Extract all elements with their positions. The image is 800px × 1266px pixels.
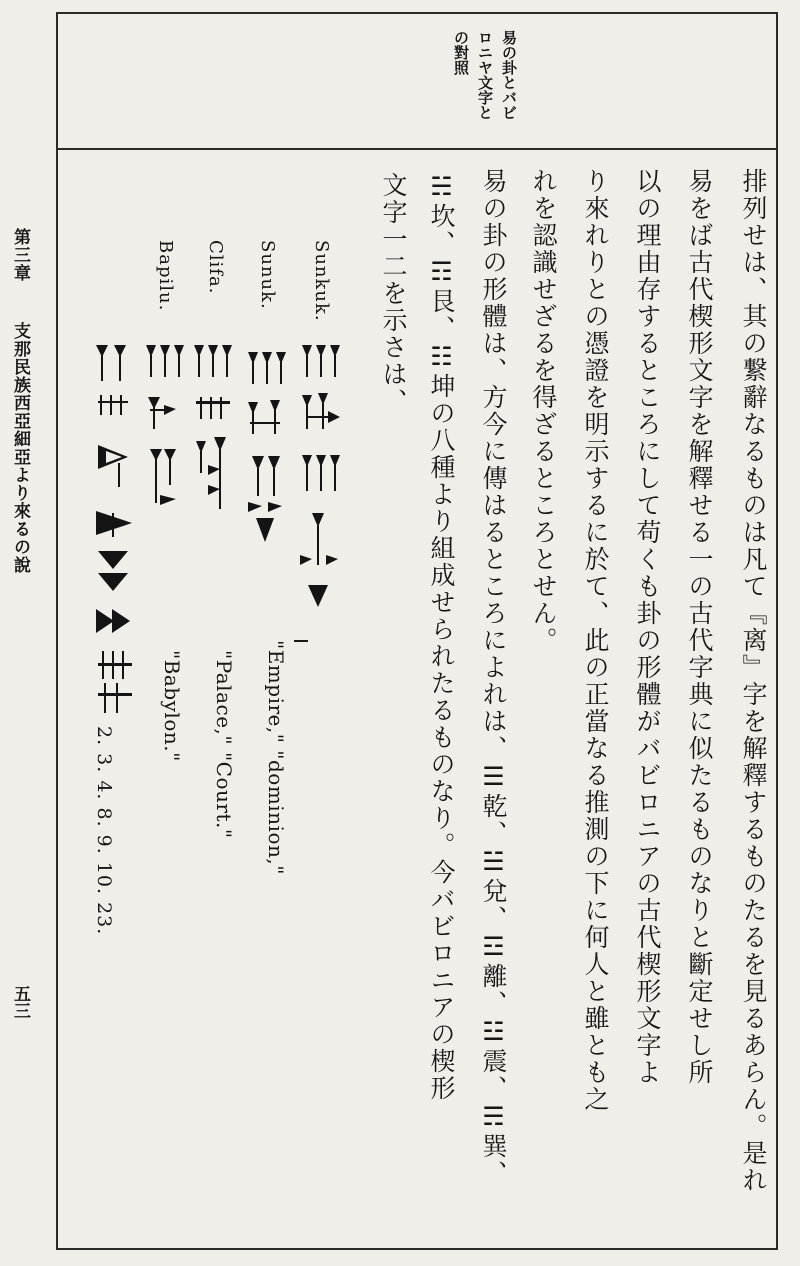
body-text-line: 排列せは、其の繋辭なるものは凡て『离』字を解釋するものたるを見るあらん。是れ (739, 168, 768, 1194)
cuneiform-label: Sunuk. (257, 240, 278, 310)
chapter-label: 第三章 (10, 228, 30, 282)
sidenote-line-2: ロニヤ文字と (476, 30, 494, 120)
cuneiform-signs-sunuk (244, 352, 288, 552)
cuneiform-label: Clifa. (205, 240, 226, 295)
gloss-brace (294, 640, 308, 650)
running-head (10, 228, 30, 574)
body-text-line: ☵坎、☶艮、☷坤の八種より組成せられたるものなり。今バビロニアの楔形 (427, 172, 456, 1102)
cuneiform-signs-row (92, 345, 140, 745)
sidenote-line-1: 易の卦とバビ (500, 30, 518, 120)
gloss-empire: "Empire," "dominion," (264, 640, 288, 875)
reference-numbers: 2. 3. 4. 8. 9. 10. 23. (93, 726, 115, 936)
chapter-title: 支那民族西亞細亞より來るの說 (10, 322, 30, 574)
body-text-line: 易をば古代楔形文字を解釋せる一の古代字典に似たるものなりと斷定せし所 (685, 168, 714, 1086)
cuneiform-label: Sunkuk. (311, 240, 332, 322)
header-rule (56, 148, 778, 150)
gloss-palace: "Palace," "Court." (212, 650, 236, 839)
body-text-line: れを認識せざるを得ざるところとせん。 (529, 168, 558, 654)
body-text-line: 文字一二を示さは、 (379, 172, 408, 415)
gloss-babylon: "Babylon." (160, 650, 184, 762)
cuneiform-signs-bapilu (142, 345, 186, 520)
sidenote-line-3: の對照 (452, 30, 470, 75)
cuneiform-signs-sunkuk (298, 345, 342, 615)
body-text-line: 以の理由存するところにして苟くも卦の形體がバビロニアの古代楔形文字よ (633, 168, 662, 1086)
cuneiform-label: Bapilu. (155, 240, 176, 312)
cuneiform-signs-clifa (192, 345, 236, 525)
body-text-line: り來れりとの憑證を明示するに於て、此の正當なる推測の下に何人と雖とも之 (581, 168, 610, 1113)
body-text-line: 易の卦の形體は、方今に傳はるところによれは、☰乾、☱兌、☲離、☳震、☴巽、 (479, 168, 508, 1187)
page-frame (56, 12, 778, 1250)
page-number: 五三 (10, 985, 30, 1019)
